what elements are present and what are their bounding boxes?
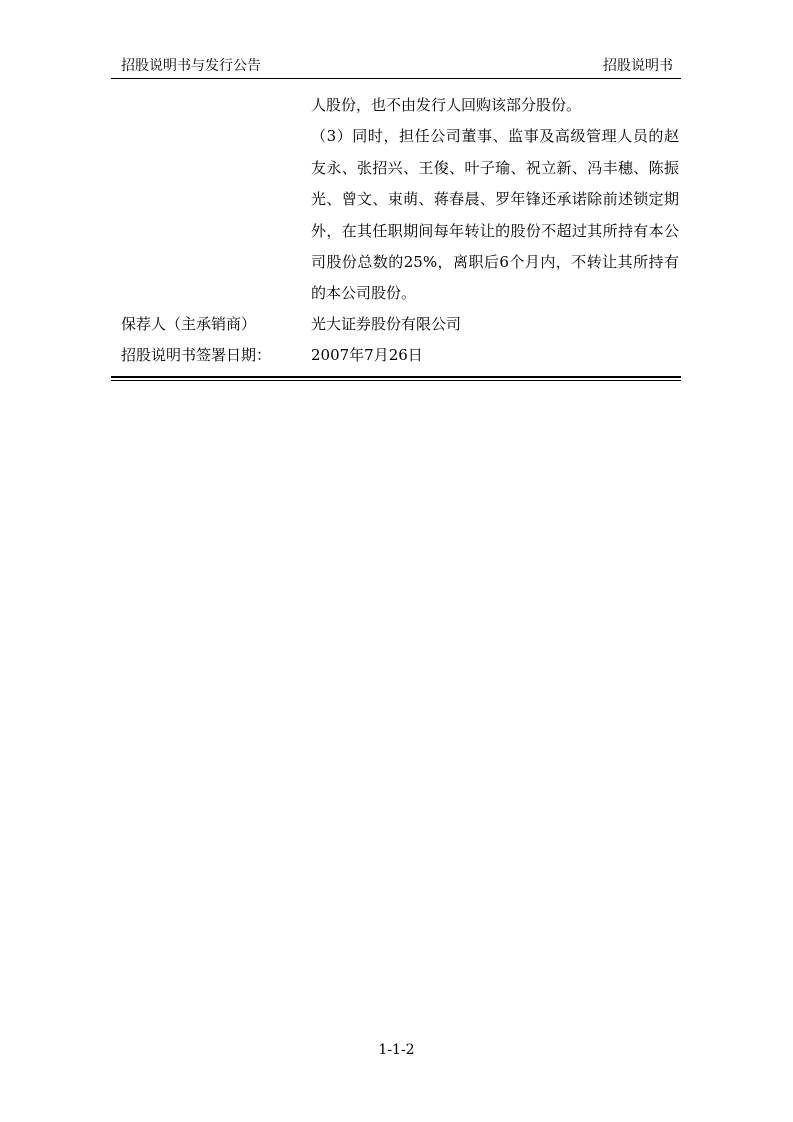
header-title-left: 招股说明书与发行公告 [121, 58, 261, 74]
header-rule [111, 78, 681, 79]
signing-date-value: 2007年7月26日 [311, 346, 423, 364]
header-title-right: 招股说明书 [603, 58, 673, 74]
sponsor-value: 光大证券股份有限公司 [311, 315, 462, 333]
paragraph-3: （3）同时，担任公司董事、监事及高级管理人员的赵友永、张招兴、王俊、叶子瑜、祝立新、冯丰穗、陈振光、曾文、束萌、蒋春晨、罗年锋还承诺除前述锁定期外，在其任职期间每年转让的股份不超过其所持有本公司股份总数的25%，离职后6个月内，不转让其所持有的本公司股份。 [311, 127, 679, 303]
table-bottom-rule-thick [111, 376, 681, 378]
continued-line: 人股份，也不由发行人回购该部分股份。 [311, 96, 582, 114]
sponsor-label: 保荐人（主承销商） [121, 315, 257, 333]
page-number: 1-1-2 [378, 1042, 415, 1058]
signing-date-label: 招股说明书签署日期： [121, 346, 272, 364]
undertaking-text [311, 90, 679, 310]
table-bottom-rule-thin [111, 380, 681, 381]
